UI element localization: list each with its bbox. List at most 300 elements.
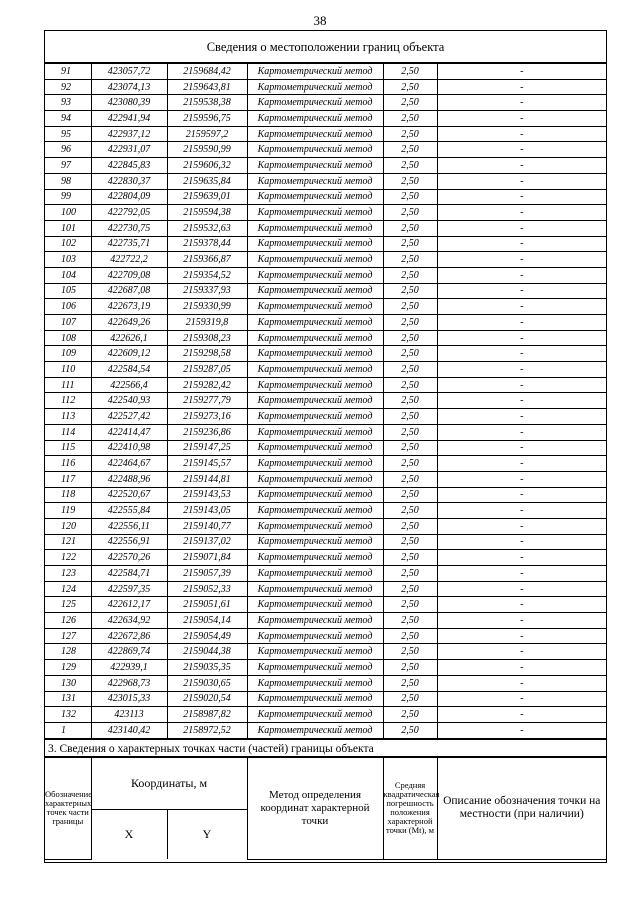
- table-row: [45, 126, 606, 142]
- description-cell: -: [437, 550, 606, 566]
- accuracy-cell: 2,50: [383, 613, 437, 629]
- coordinate-y: 2159236,86: [167, 424, 247, 440]
- coordinate-x: 422527,42: [91, 409, 167, 425]
- table-row: [45, 722, 606, 738]
- coordinate-y: 2159273,16: [167, 409, 247, 425]
- accuracy-cell: 2,50: [383, 79, 437, 95]
- point-number: 116: [45, 456, 91, 472]
- point-number: 132: [45, 707, 91, 723]
- point-number: 119: [45, 503, 91, 519]
- coordinate-y: 2159643,81: [167, 79, 247, 95]
- table-row: [45, 95, 606, 111]
- accuracy-cell: 2,50: [383, 628, 437, 644]
- coordinate-x: 422730,75: [91, 220, 167, 236]
- accuracy-cell: 2,50: [383, 691, 437, 707]
- table-row: [45, 487, 606, 503]
- description-cell: -: [437, 189, 606, 205]
- coordinate-y: 2159378,44: [167, 236, 247, 252]
- coordinates-header: Координаты, м: [91, 757, 247, 809]
- coordinate-y: 2159594,38: [167, 205, 247, 221]
- coordinate-x: 422555,84: [91, 503, 167, 519]
- description-cell: -: [437, 660, 606, 676]
- description-cell: -: [437, 409, 606, 425]
- method-cell: Картометрический метод: [247, 267, 383, 283]
- method-cell: Картометрический метод: [247, 613, 383, 629]
- method-cell: Картометрический метод: [247, 471, 383, 487]
- accuracy-cell: 2,50: [383, 424, 437, 440]
- accuracy-cell: 2,50: [383, 409, 437, 425]
- coordinate-x: 423015,33: [91, 691, 167, 707]
- method-header: Метод определения координат характерной точки: [247, 757, 383, 859]
- method-cell: Картометрический метод: [247, 111, 383, 127]
- table-row: [45, 691, 606, 707]
- point-number: 93: [45, 95, 91, 111]
- point-number: 114: [45, 424, 91, 440]
- table-row: [45, 409, 606, 425]
- description-cell: -: [437, 346, 606, 362]
- accuracy-cell: 2,50: [383, 189, 437, 205]
- accuracy-cell: 2,50: [383, 471, 437, 487]
- table-row: [45, 64, 606, 80]
- description-cell: -: [437, 424, 606, 440]
- coordinate-y: 2159144,81: [167, 471, 247, 487]
- table-row: [45, 377, 606, 393]
- accuracy-cell: 2,50: [383, 220, 437, 236]
- accuracy-cell: 2,50: [383, 534, 437, 550]
- x-header: X: [91, 809, 167, 859]
- method-cell: Картометрический метод: [247, 205, 383, 221]
- coordinate-x: 422804,09: [91, 189, 167, 205]
- method-cell: Картометрический метод: [247, 330, 383, 346]
- description-cell: -: [437, 205, 606, 221]
- table-row: [45, 205, 606, 221]
- section-title: Сведения о местоположении границ объекта: [45, 31, 606, 63]
- method-cell: Картометрический метод: [247, 644, 383, 660]
- coordinate-y: 2159597,2: [167, 126, 247, 142]
- coordinate-y: 2159277,79: [167, 393, 247, 409]
- point-number: 128: [45, 644, 91, 660]
- coordinate-y: 2159532,63: [167, 220, 247, 236]
- coordinate-x: 422520,67: [91, 487, 167, 503]
- accuracy-cell: 2,50: [383, 205, 437, 221]
- table-row: [45, 566, 606, 582]
- method-cell: Картометрический метод: [247, 299, 383, 315]
- coordinate-y: 2158972,52: [167, 722, 247, 738]
- accuracy-cell: 2,50: [383, 550, 437, 566]
- accuracy-cell: 2,50: [383, 644, 437, 660]
- description-cell: -: [437, 315, 606, 331]
- description-cell: -: [437, 111, 606, 127]
- coordinate-y: 2159052,33: [167, 581, 247, 597]
- method-cell: Картометрический метод: [247, 377, 383, 393]
- point-number: 108: [45, 330, 91, 346]
- table-row: [45, 660, 606, 676]
- coordinate-x: 422931,07: [91, 142, 167, 158]
- coordinate-x: 422414,47: [91, 424, 167, 440]
- coordinate-x: 422556,11: [91, 518, 167, 534]
- coordinate-x: 422488,96: [91, 471, 167, 487]
- method-cell: Картометрический метод: [247, 236, 383, 252]
- point-number: 124: [45, 581, 91, 597]
- coordinate-y: 2159354,52: [167, 267, 247, 283]
- accuracy-cell: 2,50: [383, 362, 437, 378]
- accuracy-cell: 2,50: [383, 64, 437, 80]
- coordinate-y: 2159147,25: [167, 440, 247, 456]
- coordinate-x: 422845,83: [91, 158, 167, 174]
- accuracy-cell: 2,50: [383, 581, 437, 597]
- description-cell: -: [437, 518, 606, 534]
- description-cell: -: [437, 362, 606, 378]
- coordinate-y: 2159366,87: [167, 252, 247, 268]
- coordinate-x: 422792,05: [91, 205, 167, 221]
- description-cell: -: [437, 142, 606, 158]
- accuracy-cell: 2,50: [383, 111, 437, 127]
- accuracy-cell: 2,50: [383, 440, 437, 456]
- table-row: [45, 393, 606, 409]
- description-cell: -: [437, 393, 606, 409]
- y-header: Y: [167, 809, 247, 859]
- table-row: [45, 707, 606, 723]
- point-number: 127: [45, 628, 91, 644]
- description-cell: -: [437, 173, 606, 189]
- point-number: 111: [45, 377, 91, 393]
- coordinate-y: 2159137,02: [167, 534, 247, 550]
- point-number: 121: [45, 534, 91, 550]
- point-number: 98: [45, 173, 91, 189]
- method-cell: Картометрический метод: [247, 79, 383, 95]
- point-number: 129: [45, 660, 91, 676]
- table-row: [45, 299, 606, 315]
- coordinate-y: 2159684,42: [167, 64, 247, 80]
- description-cell: -: [437, 644, 606, 660]
- accuracy-cell: 2,50: [383, 283, 437, 299]
- section-3-title: 3. Сведения о характерных точках части (частей) границы объекта: [45, 739, 606, 757]
- coordinate-x: 422626,1: [91, 330, 167, 346]
- table-row: [45, 424, 606, 440]
- accuracy-cell: 2,50: [383, 566, 437, 582]
- accuracy-cell: 2,50: [383, 722, 437, 738]
- method-cell: Картометрический метод: [247, 566, 383, 582]
- point-number: 103: [45, 252, 91, 268]
- point-number: 107: [45, 315, 91, 331]
- accuracy-header: Средняя квадратическая погрешность положения характерной точки (Mt), м: [383, 757, 437, 859]
- point-number: 100: [45, 205, 91, 221]
- method-cell: Картометрический метод: [247, 707, 383, 723]
- coordinate-y: 2159639,01: [167, 189, 247, 205]
- method-cell: Картометрический метод: [247, 173, 383, 189]
- coordinate-y: 2159538,38: [167, 95, 247, 111]
- description-cell: -: [437, 722, 606, 738]
- point-number: 109: [45, 346, 91, 362]
- method-cell: Картометрический метод: [247, 534, 383, 550]
- coordinate-x: 422939,1: [91, 660, 167, 676]
- method-cell: Картометрический метод: [247, 409, 383, 425]
- coordinate-y: 2159635,84: [167, 173, 247, 189]
- table-row: [45, 644, 606, 660]
- method-cell: Картометрический метод: [247, 393, 383, 409]
- coordinate-x: 422673,19: [91, 299, 167, 315]
- method-cell: Картометрический метод: [247, 440, 383, 456]
- coordinate-x: 422556,91: [91, 534, 167, 550]
- description-cell: -: [437, 299, 606, 315]
- table-row: [45, 518, 606, 534]
- accuracy-cell: 2,50: [383, 707, 437, 723]
- accuracy-cell: 2,50: [383, 456, 437, 472]
- description-cell: -: [437, 691, 606, 707]
- coordinate-x: 422410,98: [91, 440, 167, 456]
- coordinate-x: 422830,37: [91, 173, 167, 189]
- accuracy-cell: 2,50: [383, 675, 437, 691]
- description-cell: -: [437, 95, 606, 111]
- point-number: 122: [45, 550, 91, 566]
- page-number: 38: [313, 13, 327, 28]
- method-cell: Картометрический метод: [247, 158, 383, 174]
- coordinate-x: 423113: [91, 707, 167, 723]
- method-cell: Картометрический метод: [247, 660, 383, 676]
- method-cell: Картометрический метод: [247, 252, 383, 268]
- point-number: 104: [45, 267, 91, 283]
- accuracy-cell: 2,50: [383, 315, 437, 331]
- description-cell: -: [437, 440, 606, 456]
- accuracy-cell: 2,50: [383, 393, 437, 409]
- method-cell: Картометрический метод: [247, 283, 383, 299]
- table-row: [45, 142, 606, 158]
- accuracy-cell: 2,50: [383, 346, 437, 362]
- coordinate-x: 422597,35: [91, 581, 167, 597]
- method-cell: Картометрический метод: [247, 487, 383, 503]
- coordinate-y: 2159054,49: [167, 628, 247, 644]
- table-row: [45, 581, 606, 597]
- description-cell: -: [437, 283, 606, 299]
- table-row: [45, 79, 606, 95]
- accuracy-cell: 2,50: [383, 173, 437, 189]
- table-row: [45, 267, 606, 283]
- description-cell: -: [437, 534, 606, 550]
- description-cell: -: [437, 487, 606, 503]
- point-number: 125: [45, 597, 91, 613]
- coordinate-y: 2159071,84: [167, 550, 247, 566]
- coordinate-x: 422570,26: [91, 550, 167, 566]
- description-cell: -: [437, 471, 606, 487]
- coordinate-x: 423080,39: [91, 95, 167, 111]
- coordinate-x: 423057,72: [91, 64, 167, 80]
- point-number: 105: [45, 283, 91, 299]
- description-header: Описание обозначения точки на местности (при наличии): [437, 757, 606, 859]
- method-cell: Картометрический метод: [247, 518, 383, 534]
- document-frame: [44, 30, 607, 863]
- coordinate-x: 422968,73: [91, 675, 167, 691]
- method-cell: Картометрический метод: [247, 456, 383, 472]
- coordinate-y: 2158987,82: [167, 707, 247, 723]
- coordinate-x: 422464,67: [91, 456, 167, 472]
- coordinate-y: 2159044,38: [167, 644, 247, 660]
- point-number: 113: [45, 409, 91, 425]
- accuracy-cell: 2,50: [383, 518, 437, 534]
- point-number: 94: [45, 111, 91, 127]
- description-cell: -: [437, 330, 606, 346]
- point-number: 92: [45, 79, 91, 95]
- accuracy-cell: 2,50: [383, 660, 437, 676]
- table-row: [45, 550, 606, 566]
- point-designation-header: Обозначение характерных точек части границы: [45, 757, 91, 859]
- table-row: [45, 440, 606, 456]
- method-cell: Картометрический метод: [247, 628, 383, 644]
- point-number: 97: [45, 158, 91, 174]
- method-cell: Картометрический метод: [247, 126, 383, 142]
- point-number: 1: [45, 722, 91, 738]
- description-cell: -: [437, 456, 606, 472]
- point-number: 106: [45, 299, 91, 315]
- table-row: [45, 189, 606, 205]
- accuracy-cell: 2,50: [383, 487, 437, 503]
- table-row: [45, 362, 606, 378]
- description-cell: -: [437, 220, 606, 236]
- accuracy-cell: 2,50: [383, 126, 437, 142]
- method-cell: Картометрический метод: [247, 675, 383, 691]
- method-cell: Картометрический метод: [247, 581, 383, 597]
- description-cell: -: [437, 707, 606, 723]
- coordinate-y: 2159145,57: [167, 456, 247, 472]
- point-number: 131: [45, 691, 91, 707]
- accuracy-cell: 2,50: [383, 236, 437, 252]
- point-number: 112: [45, 393, 91, 409]
- coordinate-y: 2159143,53: [167, 487, 247, 503]
- method-cell: Картометрический метод: [247, 597, 383, 613]
- table-row: [45, 675, 606, 691]
- table-row: [45, 346, 606, 362]
- point-number: 118: [45, 487, 91, 503]
- coordinate-y: 2159020,54: [167, 691, 247, 707]
- accuracy-cell: 2,50: [383, 330, 437, 346]
- point-number: 117: [45, 471, 91, 487]
- table-row: [45, 236, 606, 252]
- accuracy-cell: 2,50: [383, 299, 437, 315]
- coordinate-y: 2159330,99: [167, 299, 247, 315]
- coordinate-y: 2159606,32: [167, 158, 247, 174]
- table-row: [45, 613, 606, 629]
- coordinate-x: 422735,71: [91, 236, 167, 252]
- accuracy-cell: 2,50: [383, 252, 437, 268]
- table-row: [45, 503, 606, 519]
- coordinate-x: 422941,94: [91, 111, 167, 127]
- description-cell: -: [437, 252, 606, 268]
- point-number: 110: [45, 362, 91, 378]
- accuracy-cell: 2,50: [383, 503, 437, 519]
- coordinate-x: 422722,2: [91, 252, 167, 268]
- coordinate-x: 422540,93: [91, 393, 167, 409]
- point-number: 102: [45, 236, 91, 252]
- method-cell: Картометрический метод: [247, 142, 383, 158]
- table-row: [45, 330, 606, 346]
- description-cell: -: [437, 628, 606, 644]
- coordinate-y: 2159057,39: [167, 566, 247, 582]
- table-row: [45, 252, 606, 268]
- method-cell: Картометрический метод: [247, 722, 383, 738]
- point-number: 130: [45, 675, 91, 691]
- description-cell: -: [437, 675, 606, 691]
- method-cell: Картометрический метод: [247, 503, 383, 519]
- coordinate-y: 2159140,77: [167, 518, 247, 534]
- method-cell: Картометрический метод: [247, 424, 383, 440]
- coordinate-y: 2159596,75: [167, 111, 247, 127]
- table-row: [45, 628, 606, 644]
- coordinate-x: 422584,71: [91, 566, 167, 582]
- coordinate-y: 2159308,23: [167, 330, 247, 346]
- accuracy-cell: 2,50: [383, 267, 437, 283]
- points-table: [45, 63, 606, 739]
- table-row: [45, 220, 606, 236]
- description-cell: -: [437, 566, 606, 582]
- table-row: [45, 315, 606, 331]
- accuracy-cell: 2,50: [383, 142, 437, 158]
- method-cell: Картометрический метод: [247, 64, 383, 80]
- coordinate-x: 422869,74: [91, 644, 167, 660]
- method-cell: Картометрический метод: [247, 691, 383, 707]
- coordinate-y: 2159282,42: [167, 377, 247, 393]
- table-row: [45, 534, 606, 550]
- coordinate-y: 2159298,58: [167, 346, 247, 362]
- description-cell: -: [437, 267, 606, 283]
- point-number: 101: [45, 220, 91, 236]
- coordinate-x: 422672,86: [91, 628, 167, 644]
- point-number: 123: [45, 566, 91, 582]
- description-cell: -: [437, 377, 606, 393]
- method-cell: Картометрический метод: [247, 362, 383, 378]
- accuracy-cell: 2,50: [383, 377, 437, 393]
- point-number: 126: [45, 613, 91, 629]
- coordinate-x: 423074,13: [91, 79, 167, 95]
- description-cell: -: [437, 64, 606, 80]
- table-row: [45, 283, 606, 299]
- point-number: 96: [45, 142, 91, 158]
- table-row: [45, 471, 606, 487]
- coordinate-y: 2159287,05: [167, 362, 247, 378]
- coordinate-x: 422584,54: [91, 362, 167, 378]
- accuracy-cell: 2,50: [383, 597, 437, 613]
- coordinate-y: 2159590,99: [167, 142, 247, 158]
- description-cell: -: [437, 236, 606, 252]
- point-number: 91: [45, 64, 91, 80]
- table-row: [45, 158, 606, 174]
- method-cell: Картометрический метод: [247, 220, 383, 236]
- point-number: 115: [45, 440, 91, 456]
- method-cell: Картометрический метод: [247, 550, 383, 566]
- description-cell: -: [437, 581, 606, 597]
- coordinate-y: 2159030,65: [167, 675, 247, 691]
- coordinate-x: 423140,42: [91, 722, 167, 738]
- coordinate-x: 422937,12: [91, 126, 167, 142]
- description-cell: -: [437, 613, 606, 629]
- description-cell: -: [437, 503, 606, 519]
- table-row: [45, 597, 606, 613]
- description-cell: -: [437, 158, 606, 174]
- method-cell: Картометрический метод: [247, 95, 383, 111]
- coordinate-x: 422566,4: [91, 377, 167, 393]
- coordinate-x: 422687,08: [91, 283, 167, 299]
- coordinate-y: 2159337,93: [167, 283, 247, 299]
- table-row: [45, 173, 606, 189]
- coordinate-x: 422612,17: [91, 597, 167, 613]
- method-cell: Картометрический метод: [247, 315, 383, 331]
- part-points-header-table: [45, 757, 606, 860]
- method-cell: Картометрический метод: [247, 189, 383, 205]
- table-row: [45, 111, 606, 127]
- description-cell: -: [437, 597, 606, 613]
- method-cell: Картометрический метод: [247, 346, 383, 362]
- description-cell: -: [437, 126, 606, 142]
- point-number: 99: [45, 189, 91, 205]
- description-cell: -: [437, 79, 606, 95]
